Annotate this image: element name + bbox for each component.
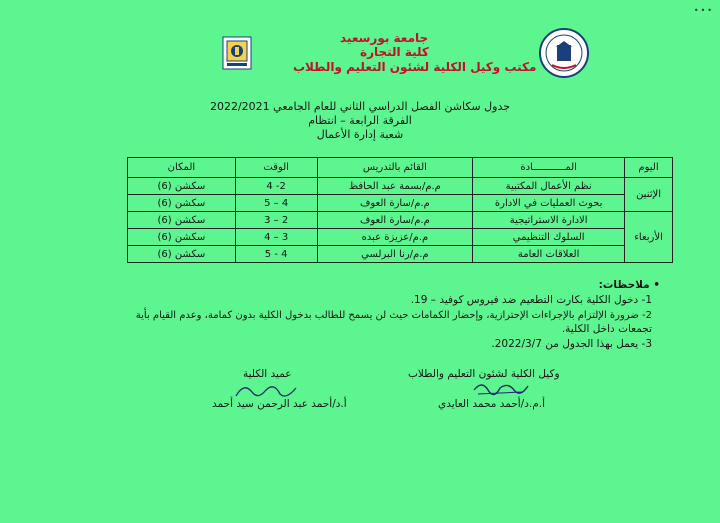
place-cell: سكشن (6) [128, 229, 236, 246]
time-cell: 2 – 3 [235, 212, 317, 229]
note-3: 3- يعمل بهذا الجدول من 2022/3/7. [491, 338, 652, 350]
dean-title: عميد الكلية [243, 368, 292, 380]
university-name: جامعة بورسعيد [340, 31, 429, 45]
table-row [128, 229, 673, 246]
header-day: اليوم [625, 158, 673, 178]
header-lecturer: القائم بالتدريس [317, 158, 473, 178]
subject-cell: السلوك التنظيمي [473, 229, 625, 246]
vice-dean-title: وكيل الكلية لشئون التعليم والطلاب [408, 368, 560, 380]
lecturer-cell: م.م/سارة العوف [317, 195, 473, 212]
subject-cell: نظم الأعمال المكتبية [473, 178, 625, 195]
subject-cell: بحوث العمليات في الادارة [473, 195, 625, 212]
vice-dean-signature [470, 376, 530, 398]
faculty-logo [222, 36, 252, 70]
dean-name: أ.د/أحمد عبد الرحمن سيد أحمد [212, 398, 347, 410]
schedule-table [127, 157, 673, 263]
office-name: مكتب وكيل الكلية لشئون التعليم والطلاب [293, 60, 537, 74]
vice-dean-name: أ.م.د/أحمد محمد العايدي [438, 398, 545, 410]
table-row [128, 178, 673, 195]
subject-cell: العلاقات العامة [473, 246, 625, 263]
lecturer-cell: م.م/بسمة عبد الحافظ [317, 178, 473, 195]
university-logo [538, 27, 590, 79]
time-cell: 4 - 5 [235, 246, 317, 263]
day-cell: الإثنين [625, 178, 673, 212]
schedule-title: جدول سكاشن الفصل الدراسي الثاني للعام الجامعي 2022/2021 [209, 100, 511, 113]
table-row [128, 195, 673, 212]
dots-decoration: ••• [693, 6, 714, 15]
place-cell: سكشن (6) [128, 195, 236, 212]
faculty-name: كلية التجارة [360, 45, 429, 59]
lecturer-cell: م.م/رنا البرلسي [317, 246, 473, 263]
time-cell: 3 – 4 [235, 229, 317, 246]
division-name: شعبة إدارة الأعمال [316, 128, 404, 141]
lecturer-cell: م.م/عزيزة عبده [317, 229, 473, 246]
place-cell: سكشن (6) [128, 246, 236, 263]
time-cell: 4 – 5 [235, 195, 317, 212]
table-row [128, 246, 673, 263]
header-subject: المـــــــــــادة [473, 158, 625, 178]
header-time: الوقت [235, 158, 317, 178]
note-2: 2- ضرورة الإلتزام بالإجراءات الإحترازية، وإحضار الكمامات حيث لن يسمح للطالب بدخول الكلية بدون كمامة، وعدم القيام بأية [135, 310, 652, 321]
day-cell: الأربعاء [625, 212, 673, 263]
header-place: المكان [128, 158, 236, 178]
table-header-row [128, 158, 673, 178]
place-cell: سكشن (6) [128, 178, 236, 195]
table-row [128, 212, 673, 229]
place-cell: سكشن (6) [128, 212, 236, 229]
note-2-continued: تجمعات داخل الكلية. [561, 323, 652, 335]
year-group: الفرقة الرابعة – انتظام [308, 114, 412, 127]
notes-heading: • ملاحظات: [598, 279, 660, 291]
time-cell: 2- 4 [235, 178, 317, 195]
subject-cell: الادارة الاستراتيجية [473, 212, 625, 229]
note-1: 1- دخول الكلية بكارت التطعيم ضد فيروس كوفيد – 19. [410, 294, 652, 306]
lecturer-cell: م.م/سارة العوف [317, 212, 473, 229]
